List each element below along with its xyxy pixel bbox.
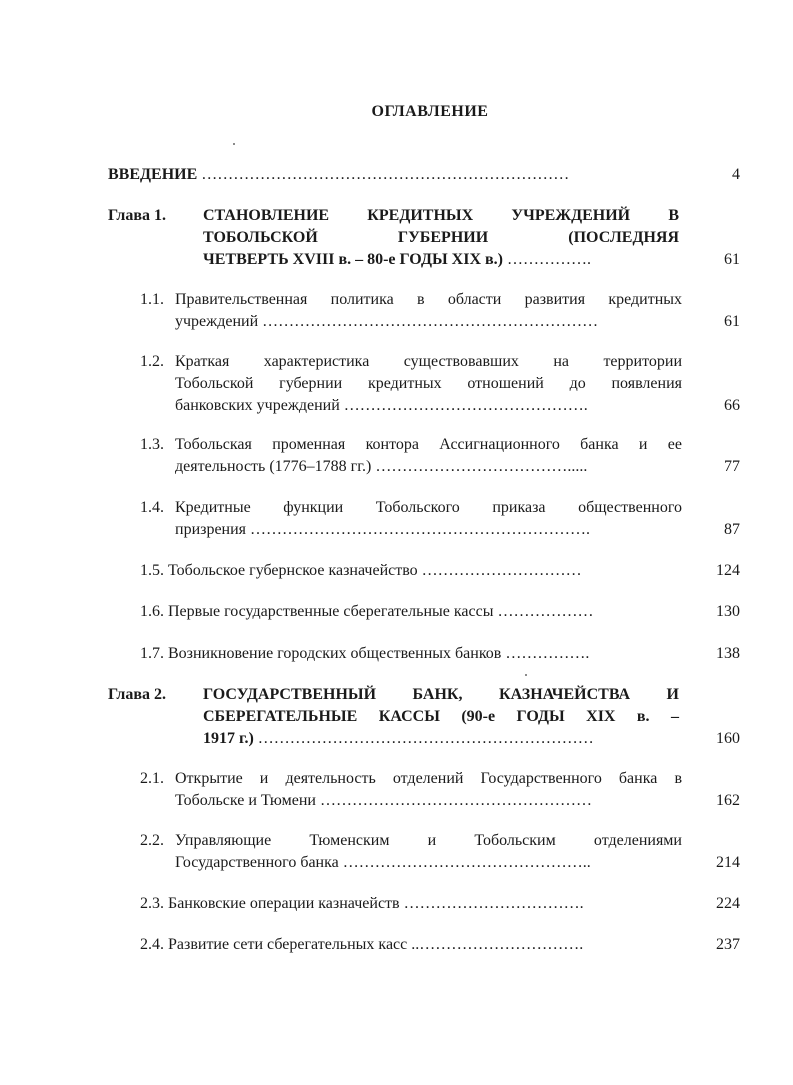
- toc-section-1-5[interactable]: [140, 560, 748, 582]
- page-number: 61: [724, 313, 740, 330]
- dot-leader: …………………………….: [403, 895, 584, 912]
- section-title-line: Открытие и деятельность отделений Государственного банка в: [175, 770, 682, 787]
- section-title-line: Кредитные функции Тобольского приказа общественного: [175, 499, 682, 516]
- section-title-line: Первые государственные сберегательные кассы: [168, 603, 494, 620]
- dot-leader: …………….: [505, 645, 590, 662]
- section-number: 1.1.: [140, 291, 164, 308]
- dot-leader: …………………………: [421, 562, 582, 579]
- section-number: 2.1.: [140, 770, 164, 787]
- page-number: 77: [724, 458, 740, 475]
- section-title-line: Тобольское губернское казначейство: [168, 562, 418, 579]
- toc-chapter-1[interactable]: [108, 205, 748, 275]
- dot-leader: ……………………………………….: [343, 397, 588, 414]
- chapter-label: Глава 1.: [108, 207, 166, 224]
- chapter-title-line: СТАНОВЛЕНИЕ КРЕДИТНЫХ УЧРЕЖДЕНИЙ В: [203, 207, 679, 224]
- toc-chapter-2[interactable]: [108, 684, 748, 754]
- dot-leader: ……………………………………………………….: [250, 521, 591, 538]
- chapter-title-line: СБЕРЕГАТЕЛЬНЫЕ КАССЫ (90-е ГОДЫ XIX в. –: [203, 708, 679, 725]
- dot-leader: ………………………………………..: [342, 854, 591, 871]
- section-number: 2.3.: [140, 895, 164, 912]
- toc-section-1-6[interactable]: [140, 601, 748, 623]
- dot-leader: ………………………………………………………: [262, 313, 599, 330]
- section-number: 1.2.: [140, 353, 164, 370]
- toc-section-1-3[interactable]: [140, 434, 748, 480]
- section-number: 1.4.: [140, 499, 164, 516]
- chapter-label: Глава 2.: [108, 686, 166, 703]
- section-number: 1.7.: [140, 645, 164, 662]
- dot-leader: ………………: [497, 603, 594, 620]
- toc-section-1-7[interactable]: [140, 643, 748, 665]
- section-title-line: Управляющие Тюменским и Тобольским отделениями: [175, 832, 682, 849]
- section-title-line: Банковские операции казначейств: [168, 895, 400, 912]
- section-title-line: Государственного банка: [175, 854, 339, 871]
- dot-leader: ……………………………….....: [375, 458, 588, 475]
- page-number: 214: [716, 854, 740, 871]
- section-number: 2.4.: [140, 936, 164, 953]
- page-number: 237: [716, 936, 740, 953]
- page-number: 124: [716, 562, 740, 579]
- section-title-line: призрения: [175, 521, 247, 538]
- page-number: 162: [716, 792, 740, 809]
- scan-speck: [233, 143, 235, 145]
- toc-section-2-4[interactable]: [140, 934, 748, 956]
- page-number: 224: [716, 895, 740, 912]
- page-number: 130: [716, 603, 740, 620]
- section-title-line: Правительственная политика в области развития кредитных: [175, 291, 682, 308]
- page-number: 160: [716, 730, 740, 747]
- section-title-line: Тобольске и Тюмени: [175, 792, 316, 809]
- toc-section-2-3[interactable]: [140, 893, 748, 915]
- chapter-title-line: ТОБОЛЬСКОЙ ГУБЕРНИИ (ПОСЛЕДНЯЯ: [203, 229, 679, 246]
- toc-section-2-1[interactable]: [140, 768, 748, 814]
- page-number: 138: [716, 645, 740, 662]
- section-title-line: учреждений: [175, 313, 259, 330]
- dot-leader: …………….: [506, 251, 591, 268]
- dot-leader: ..………………………….: [411, 936, 584, 953]
- entry-title: ВВЕДЕНИЕ: [108, 166, 198, 183]
- toc-entry-intro[interactable]: [108, 164, 748, 186]
- section-title-line: Краткая характеристика существовавших на территории: [175, 353, 682, 370]
- dot-leader: ………………………………………………………: [257, 730, 594, 747]
- section-title-line: Тобольская променная контора Ассигнационного банка и ее: [175, 436, 682, 453]
- toc-section-1-2[interactable]: [140, 351, 748, 419]
- toc-section-1-1[interactable]: [140, 289, 748, 335]
- section-title-line: банковских учреждений: [175, 397, 340, 414]
- section-title-line: Развитие сети сберегательных касс: [168, 936, 408, 953]
- chapter-title-line: 1917 г.): [203, 730, 254, 747]
- dot-leader: ……………………………………………………………: [201, 166, 570, 183]
- section-title-line: деятельность (1776–1788 гг.): [175, 458, 372, 475]
- page-title: ОГЛАВЛЕНИЕ: [371, 103, 489, 120]
- page-number: 87: [724, 521, 740, 538]
- dot-leader: ……………………………………………: [320, 792, 592, 809]
- section-number: 1.6.: [140, 603, 164, 620]
- scan-speck: [525, 674, 527, 676]
- section-title-line: Возникновение городских общественных банков: [168, 645, 502, 662]
- toc-section-2-2[interactable]: [140, 830, 748, 876]
- page-number: 66: [724, 397, 740, 414]
- page-number: 4: [732, 166, 740, 183]
- section-number: 1.5.: [140, 562, 164, 579]
- toc-section-1-4[interactable]: [140, 497, 748, 543]
- section-title-line: Тобольской губернии кредитных отношений до появления: [175, 375, 682, 392]
- page-number: 61: [724, 251, 740, 268]
- section-number: 2.2.: [140, 832, 164, 849]
- chapter-title-line: ЧЕТВЕРТЬ XVIII в. – 80-е ГОДЫ XIX в.): [203, 251, 503, 268]
- chapter-title-line: ГОСУДАРСТВЕННЫЙ БАНК, КАЗНАЧЕЙСТВА И: [203, 686, 679, 703]
- section-number: 1.3.: [140, 436, 164, 453]
